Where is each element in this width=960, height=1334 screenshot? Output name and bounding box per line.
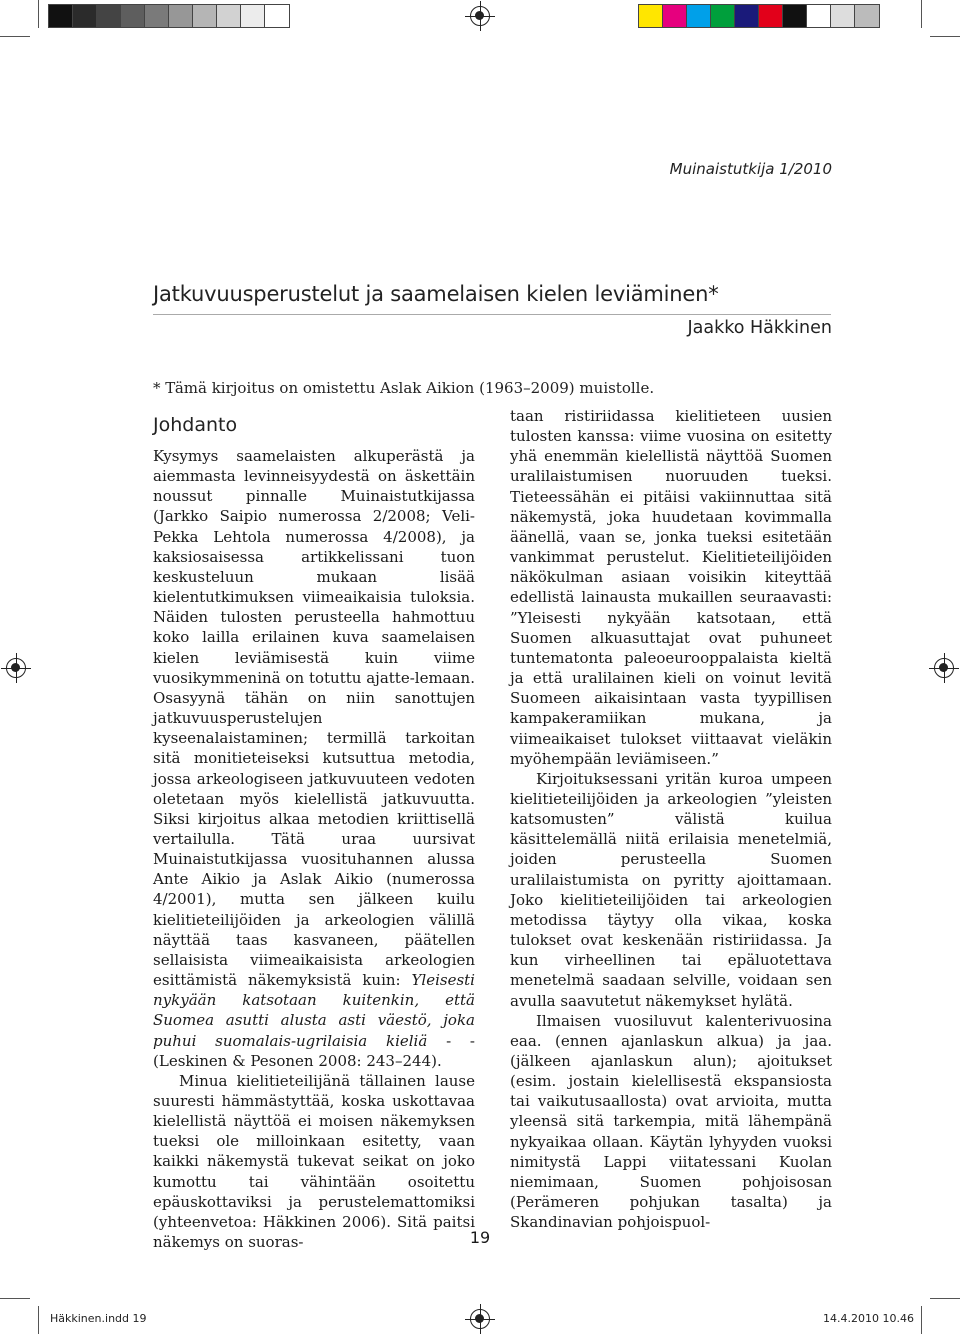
color-swatch [735, 5, 759, 27]
registration-mark-icon [934, 658, 954, 678]
crop-mark [38, 1306, 39, 1334]
paragraph [153, 446, 475, 1071]
registration-mark-icon [470, 1309, 490, 1329]
paragraph: Minua kielitieteilijänä tällainen lause suuresti hämmästyttää, koska uskottavaa kielellistä näyttöä ei moisen näkemyksen tueksi ole milloinkaan esitetty, vaan kaikki näkemystä tukevat seikat on joko kumottu tai vähintään osoitettu epäuskottaviksi ja perustelemattomiksi (yhteenvetoa: Häkkinen 2006). Sitä paitsi näkemys on suoras- [153, 1071, 475, 1252]
paragraph: Ilmaisen vuosiluvut kalenterivuosina eaa. (ennen ajanlaskun alkua) ja jaa. (jälkeen ajanlaskun alun); ajoitukset (esim. jostain kielellisestä ekspansiosta tai vaikutusaallosta) ovat arvioita, mutta yleensä sitä tarkempia, mitä lähempänä nykyaikaa ollaan. Käytän lyhyyden vuoksi nimitystä Lappi viitatessani Kuolan niemimaan, Suomen pohjoisosan (Perämeren pohjukan tasalta) ja Skandinavian pohjoispuol- [510, 1011, 832, 1232]
date-slug: 14.4.2010 10.46 [823, 1312, 914, 1325]
color-swatch [711, 5, 735, 27]
color-swatch [145, 5, 169, 27]
color-swatch [639, 5, 663, 27]
registration-mark-icon [6, 658, 26, 678]
color-swatch [687, 5, 711, 27]
left-column [153, 446, 475, 1252]
color-swatch [265, 5, 289, 27]
color-swatch [831, 5, 855, 27]
section-heading: Johdanto [153, 414, 238, 436]
color-swatch [217, 5, 241, 27]
color-swatch [241, 5, 265, 27]
crop-mark [921, 0, 922, 28]
crop-mark [38, 0, 39, 28]
color-bar [638, 4, 880, 28]
color-swatch [73, 5, 97, 27]
color-swatch [783, 5, 807, 27]
color-swatch [855, 5, 879, 27]
right-column [510, 406, 832, 1232]
color-swatch [121, 5, 145, 27]
paragraph: Kirjoituksessani yritän kuroa umpeen kielitieteilijöiden ja arkeologien ”yleisten katsomusten” välistä kuilua käsittelemällä niitä erilaisia menetelmiä, joiden perusteella Suomen uralilaistumista on pyritty ajoittamaan. Joko kielitieteilijöiden tai arkeologien metodissa täytyy olla vikaa, koska tulokset ovat keskenään ristiriidassa. Ja kun virheellinen tai epäluotettava menetelmä saadaan selville, voidaan sen avulla saavutetut näkemykset hylätä. [510, 769, 832, 1010]
color-swatch [193, 5, 217, 27]
color-swatch [97, 5, 121, 27]
color-swatch [49, 5, 73, 27]
color-swatch [169, 5, 193, 27]
dedication-note: * Tämä kirjoitus on omistettu Aslak Aikion (1963–2009) muistolle. [153, 379, 655, 397]
color-swatch [759, 5, 783, 27]
crop-mark [930, 36, 960, 37]
journal-header: Muinaistutkija 1/2010 [669, 160, 832, 178]
title-divider [153, 314, 831, 315]
crop-mark [930, 1298, 960, 1299]
color-swatch [807, 5, 831, 27]
file-slug: Häkkinen.indd 19 [50, 1312, 147, 1325]
color-swatch [663, 5, 687, 27]
paragraph-text: Kysymys saamelaisten alkuperästä ja aiemmasta levinneisyydestä on äskettäin noussut pinnalle Muinaistutkijassa (Jarkko Saipio numerossa 2/2008; Veli-Pekka Lehtola numerossa 4/2008), ja kaksiosaisessa artikkelissani tuon keskusteluun mukaan lisää kielentutkimuksen viimeaikaisia tuloksia. Näiden tulosten perusteella hahmottuu koko lailla erilainen kuva saamelaisen kielen leviämisestä kuin viime vuosikymmeninä on totuttu ajatte-lemaan. Osasyynä tähän on niin sanottujen jatkuvuusperustelujen kyseenalaistaminen; termillä tarkoitan sitä monitieteiseksi kutsuttua metodia, jossa arkeologiseen jatkuvuuteen vedoten oletetaan myös kielellistä jatkuvuutta. Siksi kirjoitus alkaa metodien kriittisellä vertailulla. Tätä uraa uursivat Muinaistutkijassa vuosituhannen alussa Ante Aikio ja Aslak Aikio (numerossa 4/2001), mutta sen jälkeen kuilu kielitieteilijöiden ja arkeologien välillä näyttää taas kasvaneen, päätellen sellaisista viimeaikaisista arkeologien esittämistä näkemyksistä kuin: [153, 447, 475, 990]
article-author: Jaakko Häkkinen [687, 318, 832, 338]
paragraph: taan ristiriidassa kielitieteen uusien tulosten kanssa: viime vuosina on esitetty yhä enemmän kielellistä näyttöä Suomen uralilaistumisen nuoruuden tueksi. Tieteessähän ei pitäisi vakiinnuttaa sitä näkemystä, joka huudetaan kovimmalla äänellä, vaan se, jonka tueksi esitetään vankimmat perustelut. Kielitieteilijöiden näkökulman asiaan voisikin kiteyttää edellistä lainausta mukaillen seuraavasti: ”Yleisesti nykyään katsotaan, että Suomen alkuasuttajat ovat puhuneet tuntematonta paleoeurooppalaista kieltä ja että uralilainen kieli on voinut levitä Suomeen aikaisintaan vasta tyypillisen kampakeramiikan mukana, ja viimeaikaiset tulokset viittaavat vieläkin myöhempään leviämiseen.” [510, 407, 832, 768]
grayscale-bar [48, 4, 290, 28]
registration-mark-icon [470, 6, 490, 26]
crop-mark [921, 1306, 922, 1334]
crop-mark [0, 1298, 30, 1299]
crop-mark [0, 36, 30, 37]
article-title: Jatkuvuusperustelut ja saamelaisen kielen leviäminen* [153, 282, 719, 306]
page-number: 19 [469, 1228, 491, 1247]
quotation: Yleisesti nykyään katsotaan kuitenkin, että Suomea asutti alusta asti väestö, joka puhui suomalais-ugrilaisia kieliä [153, 971, 475, 1050]
citation: - - (Leskinen & Pesonen 2008: 243–244). [153, 1031, 475, 1070]
